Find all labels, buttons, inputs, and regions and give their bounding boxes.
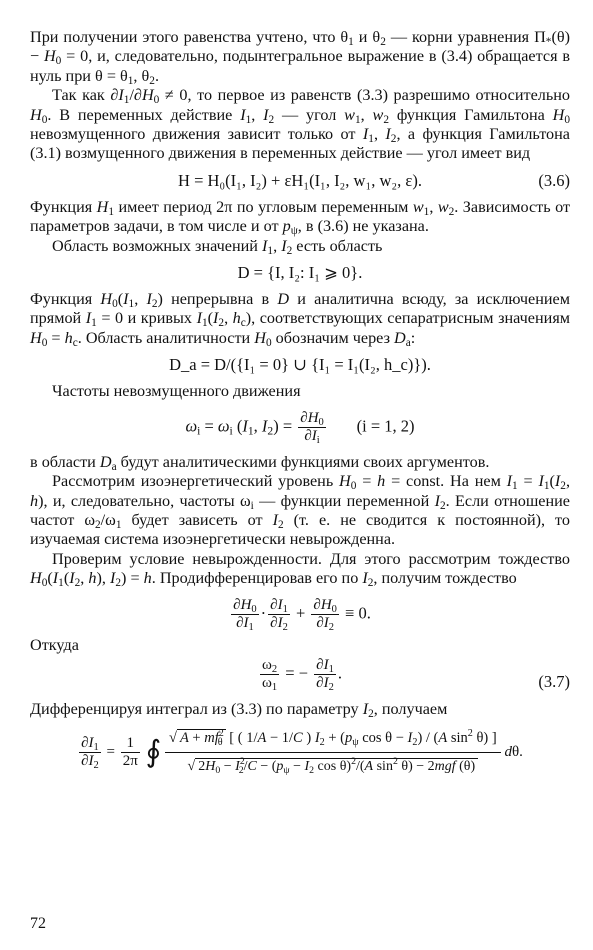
equation-integral: $\frac{\partial I_1}{\partial I_2}$ = $\frac{1}{2\pi}$ ∮ √ $A + mf^2_\theta$ [ ( 1/A − 1/C ) $I_2 + (p_\psi$ $\cos \theta - I_2) / (A$ $\sin^2 \theta$) ] √ $2H_0 - I^2_2/C - (p_\psi - I_2$ cos θ)$^2$/(A $\sin^2 \theta) - 2mgf$ (θ) dθ.: [81, 728, 523, 777]
equation-3-7: $\frac{\omega_2}{\omega_1}$ = − $\frac{\partial I_1}{\partial I_2}$ . (3.7): [262, 656, 570, 693]
paragraph-10: Откуда: [30, 635, 79, 654]
equation-frequencies: $\omega_i = \omega_i$ ($I_1$, $I_2$) = $\frac{\partial H_0}{\partial I_i}$ (i = 1, 2): [185, 409, 415, 446]
equation-identity: $\frac{\partial H_0}{\partial I_1}$ · $\frac{\partial I_1}{\partial I_2}$ + $\frac{\partial H_0}{\partial I_2}$ ≡ 0.: [233, 596, 371, 633]
equation-frequencies-condition: (i = 1, 2): [356, 415, 415, 435]
paragraph-2: Так как $\partial I_1/\partial H_0 \ne 0$, то первое из равенств (3.3) разрешимо относительно $H_0$. В переменных действие $I_1$, $I_2$ — угол $w_1$, $w_2$ функция Гамильтона $H_0$ невозмущенного движения зависит только от $I_1$, $I_2$, а функция Гамильтона (3.1) возмущенного движения в переменных действие — угол имеет вид: [30, 86, 571, 163]
paragraph-1: При получении этого равенства учтено, что $\theta_1$ и $\theta_2$ — корни уравнения $\Pi_*(\theta) - H_0 = 0$, и, следовательно, подынтегральное выражение в (3.4) обращается в нуль при $\theta = \theta_1$, $\theta_2$.: [30, 28, 570, 87]
frac-dH0-dI2: $\frac{\partial H_0}{\partial I_2}$: [313, 596, 337, 633]
equation-domain-d: [30, 262, 570, 284]
paragraph-7: в области $D_a$ будут аналитическими функциями своих аргументов.: [30, 452, 490, 473]
frac-dI1-dI2-c: $\frac{\partial I_1}{\partial I_2}$: [81, 735, 99, 772]
paragraph-11: Дифференцируя интеграл из (3.3) по параметру $I_2$, получаем: [30, 699, 448, 720]
equation-domain-da-body: D_a = D/({I₁ = 0} ∪ {I₁ = I₁(I₂, h_c)}).: [169, 355, 431, 375]
frac-one-over-2pi: $\frac{1}{2\pi}$: [122, 735, 138, 770]
page-number: 72: [30, 915, 46, 932]
equation-domain-da: [30, 354, 570, 376]
frac-omega2-omega1: $\frac{\omega_2}{\omega_1}$: [262, 656, 278, 693]
contour-integral-sign: ∮: [145, 735, 162, 769]
equation-3-6-number: (3.6): [538, 170, 570, 190]
equation-3-6: [30, 170, 570, 192]
paragraph-5: Функция $H_0(I_1$, $I_2$) непрерывна в D и аналитична всюду, за исключением прямой $I_1 = 0$ и кривых $I_1(I_2$, $h_c$), соответствующих сепаратрисным значениям $H_0 = h_c$. Область аналитичности $H_0$ обозначим через $D_a$:: [30, 290, 571, 349]
frac-dH0-dI1: $\frac{\partial H_0}{\partial I_1}$: [233, 596, 257, 633]
integrand-fraction: √ $A + mf^2_\theta$ [ ( 1/A − 1/C ) $I_2 + (p_\psi$ $\cos \theta - I_2) / (A$ $\sin^2 \theta$) ] √ $2H_0 - I^2_2/C - (p_\psi - I_2$ cos θ)$^2$/(A $\sin^2 \theta) - 2mgf$ (θ): [165, 727, 501, 778]
paragraph-6: Частоты невозмущенного движения: [52, 382, 301, 401]
equation-domain-d-body: D = {I, I₂: I₁ ⩾ 0}.: [237, 263, 363, 283]
equation-3-6-body: H = H₀(I₁, I₂) + εH₁(I₁, I₂, w₁, w₂, ε).: [178, 170, 422, 190]
page-body: [30, 28, 570, 778]
equation-3-7-number: (3.7): [538, 671, 570, 691]
frac-dI1-dI2: $\frac{\partial I_1}{\partial I_2}$: [270, 596, 288, 633]
paragraph-8: Рассмотрим изоэнергетический уровень $H_0 = h$ = const. На нем $I_1 = I_1(I_2$, h), и, следовательно, частоты $\omega_i$ — функции переменной $I_2$. Если отношение частот $\omega_2/\omega_1$ будет зависеть от $I_2$ (т. е. не сводится к постоянной), то изучаемая система изоэнергетически невырожденна.: [30, 472, 571, 549]
frac-dI1-dI2-b: $\frac{\partial I_1}{\partial I_2}$: [316, 656, 334, 693]
paragraph-9: Проверим условие невырожденности. Для этого рассмотрим тождество $H_0(I_1(I_2$, h), $I_2) = h$. Продифференцировав его по $I_2$, получим тождество: [30, 549, 570, 590]
paragraph-3: Функция $H_1$ имеет период 2π по угловым переменным $w_1$, $w_2$. Зависимость от параметров задачи, в том числе и от $p_\psi$, в (3.6) не указана.: [30, 197, 571, 238]
frac-dH0-dIi: $\frac{\partial H_0}{\partial I_i}$: [300, 409, 324, 446]
paragraph-4: Область возможных значений $I_1$, $I_2$ есть область: [52, 236, 383, 257]
